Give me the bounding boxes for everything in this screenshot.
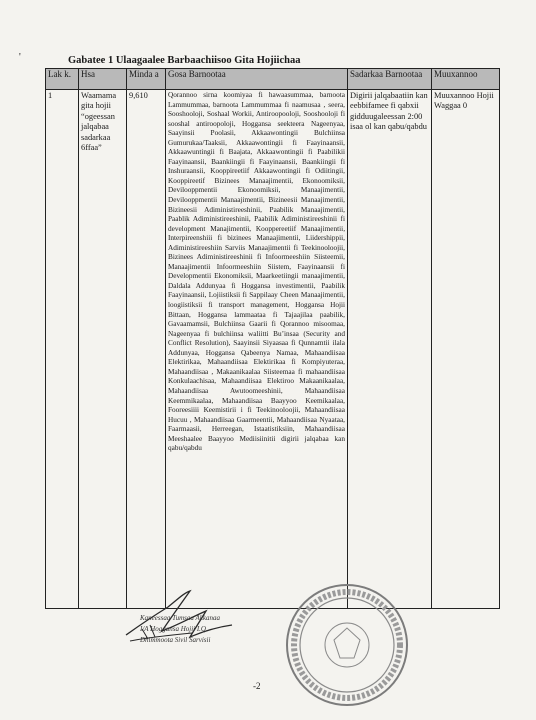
cell-qorannoo (166, 90, 348, 609)
table-row (46, 90, 500, 609)
cell-sadarkaa: Digirii jalqabaatiin kan eebbifamee fi qabxii gidduugaleessan 2:00 isaa ol kan qabu/qabdu (348, 90, 432, 609)
cell-muuxannoo: Muuxannoo Hojii Waggaa 0 (432, 90, 500, 609)
signature-block (140, 613, 220, 646)
official-stamp (282, 580, 412, 710)
header-mindaa: Minda a (127, 69, 166, 90)
cell-mindaa: 9,610 (127, 90, 166, 609)
job-requirements-table (45, 68, 500, 609)
signatory-name: Kaneessaa Tumsaa Akkanaa (140, 614, 220, 622)
page-mark: ' (19, 52, 21, 63)
signatory-office: Dhimmoota Sivil Sarvisii (140, 636, 211, 644)
header-muuxannoo: Muuxannoo (432, 69, 500, 90)
table-caption: Gabatee 1 Ulaagaalee Barbaachiisoo Gita Hojiichaa (68, 55, 301, 66)
cell-lak: 1 (46, 90, 79, 609)
signatory-title: I/A Hoggansa Hojii I.Q. (140, 625, 208, 633)
header-lak: Lak k. (46, 69, 79, 90)
field-of-study-text: Qorannoo sirna koomiyaa fi hawaasummaa, barnoota Lammummaa, barnoota Lammummaa fi naamusaa , seera, Sooshooloji, Soshaal Workii, Antiroopooloji, Sooshooloji fi sooshal antiroopoloji, Hoggansa seekteera Nageenyaa, Saayinsii Poolasii, Akkaawontingii Bulchiinsa Gumurukaa/Taaksii, Akkaawontingii fi Faayinaansii, Akkaawuntingii fi Baajata, Akkaawontingii fi Paabilikii Faayinaansii, Baankiingii fi Faayinaansii, Baankiingii fi Inshuraansii, Kooppireetiif Akkaawontingii fi Odiitingii, Kooppireetif Bizinees Manaajimentii, Ekonoomiksii, Devilooppmentii Ekonoomiksii, Manaajimentii, Devilooppmentii Manaajimentii, Bizineesii Manaajimentii, Bizineesii Adiministireeshinii, Paabilik Manaajimentii, Paablik Adiministireeshinii, Paabilik Adiministireeshinii fi development Manajimentii, Kooppereetiif Manaajimentii, Interpireenshiii fi bizinees Manaajimentii, Liidershippii, Adiministireeshiin Sarviis Manaajimentii fi Teekinooloojii, Bizinees Adiministireeshinii fi Infoormeeshiin Siisteemii, Manaajimentii Infoormeeshiin Siistem, Faayinaansii fi Developmentii Ekonomiksii, Maarkeetiingii manaajimentii, Daldala Addunyaa fi Hoggansa investimentii, Paabilik Faayinaansii, Lojiistiksii fi Sappilaay Cheen Manaajimentii, loogiistiksii fi transport management, Hoggansa Hojii Bittaan, Hoggansa lammaataa fi Tajaajilaa paabilik, Gavaamamsii, Bulchiinsa Gaarii fi Qorannoo misoomaa, Nageenyaa fi bulchiinsa waliitti Bu’insaa (Security and Conflict Resolution), Saayinsii Siyaasaa fi Qunnamtii ilala Addunyaa, Hoggansa Qabeenya Namaa, Mahaandiisaa Elektirikaa, Mahaandiisaa Elektirikaa fi Kompiyuteraa, Mahaandiisaa , Makaanikaalaa Siisteemaa fi mahaandiisaa Konkulaachisaa, Mahaandiisaa Elektiroo Makaanikaalaa, Mahaandiisaa Awutoomeeshinii, Mahaandiisaa Keemmikaalaa, Mahaandiisaa Baayyoo Keemikaalaa, Fooreesiiii Keemistirii i fi Teekinooloojii, Mahaandiisaa Hucuu , Mahaandiisaa Gaarmeentii, Mahaandiisaa Nyaataa, Faarmaasii, Herreegan, Istaatistiksiin, Mahaandiisaa Meeshaalee Baayyoo Mediisiinitii digirii jalqabaa kan qabu/qabdu (168, 91, 345, 453)
cell-hsa: Waamama gita hojii “ogeessan jalqabaa sadarkaa 6ffaa” (79, 90, 127, 609)
table-header-row (46, 69, 500, 90)
header-hsa: Hsa (79, 69, 127, 90)
page-number: -2 (253, 681, 261, 691)
header-qorannoo: Gosa Barnootaa (166, 69, 348, 90)
header-sadarkaa: Sadarkaa Barnootaa (348, 69, 432, 90)
